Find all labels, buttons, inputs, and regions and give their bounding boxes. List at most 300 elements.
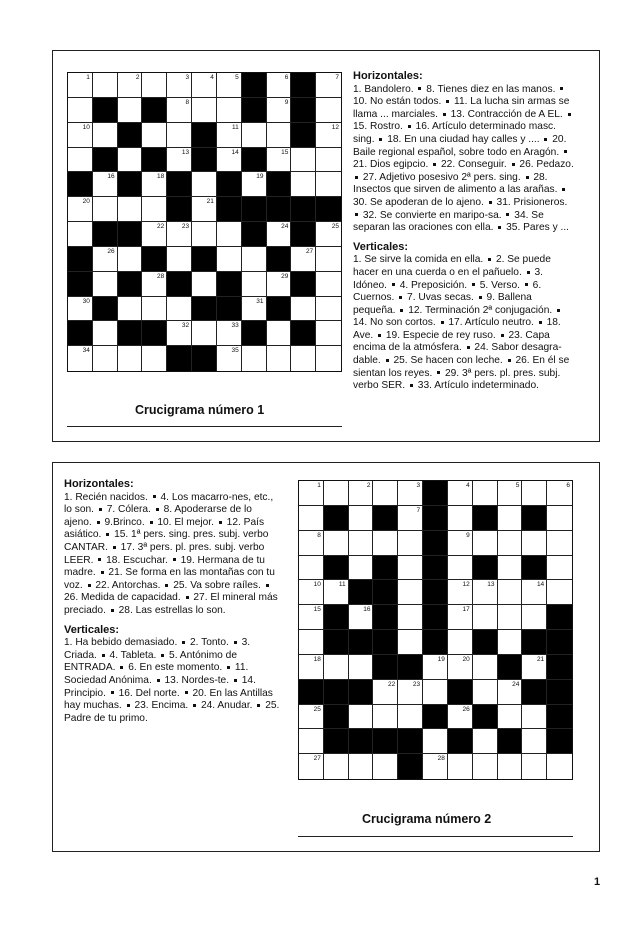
- grid-cell[interactable]: [324, 481, 349, 506]
- vertical-clue: 2. Tonto.: [189, 637, 229, 649]
- grid-cell[interactable]: [267, 98, 292, 123]
- grid-cell[interactable]: [547, 754, 572, 779]
- grid-cell[interactable]: [498, 680, 523, 705]
- black-square: [547, 705, 572, 730]
- grid-cell[interactable]: [522, 655, 547, 680]
- grid-cell[interactable]: [68, 123, 93, 148]
- black-square: [349, 580, 374, 605]
- clue-number: 22: [157, 223, 165, 230]
- grid-cell[interactable]: [473, 580, 498, 605]
- horizontal-clue: 16. Artículo determinado masc. sing.: [353, 121, 556, 145]
- clue-number: 31: [256, 297, 264, 305]
- clue-number: 10: [313, 581, 321, 589]
- grid-cell[interactable]: [93, 247, 118, 272]
- horizontal-clue: 18. Escuchar.: [106, 554, 168, 566]
- grid-cell[interactable]: [398, 680, 423, 705]
- grid-cell[interactable]: [316, 247, 341, 272]
- grid-cell[interactable]: [192, 172, 217, 197]
- clue-number: 1: [86, 74, 90, 81]
- black-square: [93, 98, 118, 123]
- grid-cell[interactable]: [217, 148, 242, 173]
- grid-cell[interactable]: [423, 729, 448, 754]
- grid-cell[interactable]: [93, 346, 118, 371]
- grid-cell[interactable]: [299, 605, 324, 630]
- grid-cell[interactable]: [324, 655, 349, 680]
- clue-separator: [472, 283, 475, 286]
- grid-cell[interactable]: [118, 73, 143, 98]
- grid-cell[interactable]: [373, 531, 398, 556]
- black-square: [324, 729, 349, 754]
- grid-cell[interactable]: [316, 222, 341, 247]
- grid-cell[interactable]: [217, 73, 242, 98]
- grid-cell[interactable]: [93, 172, 118, 197]
- grid-cell[interactable]: [448, 531, 473, 556]
- grid-cell[interactable]: [291, 172, 316, 197]
- grid-cell[interactable]: [498, 705, 523, 730]
- grid-cell[interactable]: [68, 148, 93, 173]
- vertical-clue: 1. Ha bebido demasiado.: [64, 637, 178, 649]
- clue-number: 6: [566, 482, 570, 489]
- clue-separator: [99, 508, 102, 511]
- black-square: [68, 172, 93, 197]
- vertical-clue: 17. Artículo neutro.: [448, 317, 534, 329]
- black-square: [349, 630, 374, 655]
- horizontal-clue: 17. 3ª pers. pl. pres. subj. verbo LEER.: [64, 541, 265, 566]
- clue-separator: [153, 495, 156, 498]
- grid-cell[interactable]: [498, 481, 523, 506]
- grid-cell[interactable]: [324, 531, 349, 556]
- grid-cell[interactable]: [68, 346, 93, 371]
- horizontal-clue: 20. Baile regional español, sobre todo en Aragón.: [353, 133, 567, 158]
- grid-cell[interactable]: [142, 346, 167, 371]
- clue-number: 3: [416, 482, 421, 489]
- clue-separator: [539, 321, 542, 324]
- horizontal-clue: 12. País asiático.: [64, 516, 265, 541]
- vertical-heading-2: Verticales:: [64, 623, 120, 636]
- grid-cell[interactable]: [349, 556, 374, 581]
- grid-cell[interactable]: [167, 123, 192, 148]
- black-square: [522, 630, 547, 655]
- grid-cell[interactable]: [167, 321, 192, 346]
- black-square: [93, 297, 118, 322]
- grid-cell[interactable]: [192, 222, 217, 247]
- clue-number: 14: [536, 581, 545, 589]
- grid-cell[interactable]: [448, 605, 473, 630]
- black-square: [473, 506, 498, 531]
- black-square: [373, 580, 398, 605]
- grid-cell[interactable]: [423, 655, 448, 680]
- crossword-grid-2: [298, 480, 573, 780]
- grid-cell[interactable]: [192, 98, 217, 123]
- grid-cell[interactable]: [316, 98, 341, 123]
- grid-cell[interactable]: [448, 705, 473, 730]
- grid-cell[interactable]: [242, 297, 267, 322]
- horizontal-clue: 26. Medida de capacidad.: [64, 592, 181, 604]
- grid-cell[interactable]: [547, 506, 572, 531]
- grid-cell[interactable]: [522, 754, 547, 779]
- grid-cell[interactable]: [324, 580, 349, 605]
- grid-cell[interactable]: [118, 197, 143, 222]
- horizontal-clue: 32. Se convierte en maripo-sa.: [362, 209, 502, 221]
- vertical-clue: 11. Sociedad Anónima.: [64, 662, 249, 686]
- grid-cell[interactable]: [267, 272, 292, 297]
- vertical-clues-2: [64, 637, 282, 725]
- grid-cell[interactable]: [68, 222, 93, 247]
- grid-cell[interactable]: [373, 705, 398, 730]
- grid-cell[interactable]: [522, 729, 547, 754]
- grid-cell[interactable]: [448, 580, 473, 605]
- grid-cell[interactable]: [93, 272, 118, 297]
- vertical-clue: 3. Criada.: [64, 637, 251, 661]
- clue-number: 22: [388, 680, 396, 688]
- black-square: [316, 197, 341, 222]
- grid-cell[interactable]: [522, 580, 547, 605]
- grid-cell[interactable]: [316, 297, 341, 322]
- horizontal-heading-1: Horizontales:: [353, 70, 423, 82]
- grid-cell[interactable]: [473, 481, 498, 506]
- black-square: [448, 680, 473, 705]
- black-square: [547, 655, 572, 680]
- grid-cell[interactable]: [448, 655, 473, 680]
- grid-cell[interactable]: [142, 222, 167, 247]
- grid-cell[interactable]: [448, 481, 473, 506]
- grid-cell[interactable]: [522, 705, 547, 730]
- vertical-clue: 29. 3ª pers. pl. pres. subj. verbo SER.: [353, 367, 561, 392]
- black-square: [299, 680, 324, 705]
- grid-cell[interactable]: [373, 680, 398, 705]
- grid-cell[interactable]: [118, 98, 143, 123]
- grid-cell[interactable]: [299, 630, 324, 655]
- grid-cell[interactable]: [547, 531, 572, 556]
- clue-separator: [120, 666, 123, 669]
- grid-cell[interactable]: [316, 272, 341, 297]
- clue-separator: [193, 704, 196, 707]
- grid-cell[interactable]: [93, 73, 118, 98]
- clue-separator: [227, 666, 230, 669]
- grid-cell[interactable]: [373, 754, 398, 779]
- horizontal-clue: 15. Rostro.: [353, 121, 403, 133]
- grid-cell[interactable]: [299, 481, 324, 506]
- grid-cell[interactable]: [498, 605, 523, 630]
- clue-separator: [161, 654, 164, 657]
- grid-cell[interactable]: [267, 123, 292, 148]
- grid-cell[interactable]: [448, 506, 473, 531]
- horizontal-clue: 25. Va sobre raíles.: [173, 579, 261, 591]
- clue-separator: [88, 584, 91, 587]
- grid-cell[interactable]: [291, 297, 316, 322]
- clue-number: 12: [331, 123, 339, 131]
- clue-separator: [186, 596, 189, 599]
- grid-cell[interactable]: [242, 272, 267, 297]
- grid-cell[interactable]: [118, 247, 143, 272]
- grid-cell[interactable]: [242, 346, 267, 371]
- black-square: [423, 556, 448, 581]
- grid-cell[interactable]: [349, 481, 374, 506]
- clue-number: 10: [82, 123, 90, 131]
- black-square: [324, 556, 349, 581]
- grid-cell[interactable]: [167, 98, 192, 123]
- grid-cell[interactable]: [142, 272, 167, 297]
- horizontal-heading-2: Horizontales:: [64, 478, 134, 490]
- grid-cell[interactable]: [142, 172, 167, 197]
- grid-cell[interactable]: [316, 73, 341, 98]
- clue-number: 25: [331, 223, 339, 230]
- grid-cell[interactable]: [68, 98, 93, 123]
- clue-separator: [526, 176, 529, 179]
- grid-cell[interactable]: [167, 222, 192, 247]
- grid-cell[interactable]: [398, 506, 423, 531]
- grid-cell[interactable]: [192, 272, 217, 297]
- clue-number: 19: [437, 655, 445, 663]
- grid-cell[interactable]: [118, 148, 143, 173]
- grid-cell[interactable]: [398, 580, 423, 605]
- clue-separator: [568, 113, 571, 116]
- black-square: [423, 705, 448, 730]
- horizontal-clue: 7. Cólera.: [106, 504, 151, 516]
- grid-cell[interactable]: [448, 556, 473, 581]
- grid-cell[interactable]: [547, 481, 572, 506]
- grid-cell[interactable]: [398, 630, 423, 655]
- grid-cell[interactable]: [398, 556, 423, 581]
- grid-cell[interactable]: [217, 98, 242, 123]
- grid-cell[interactable]: [547, 580, 572, 605]
- grid-cell[interactable]: [242, 123, 267, 148]
- clue-separator: [185, 691, 188, 694]
- grid-cell[interactable]: [316, 346, 341, 371]
- grid-cell[interactable]: [498, 556, 523, 581]
- clue-separator: [557, 309, 560, 312]
- grid-cell[interactable]: [522, 605, 547, 630]
- page-number: 1: [594, 876, 601, 888]
- grid-cell[interactable]: [242, 172, 267, 197]
- clue-separator: [257, 704, 260, 707]
- horizontal-clue: 1. Bandolero.: [353, 83, 414, 95]
- vertical-clue: 19. Especie de rey ruso.: [385, 329, 496, 341]
- grid-cell[interactable]: [267, 73, 292, 98]
- horizontal-clue: 27. El mineral más preciado.: [64, 592, 278, 616]
- horizontal-clue: 27. Adjetivo posesivo 2ª pers. sing.: [362, 171, 521, 183]
- grid-cell[interactable]: [473, 729, 498, 754]
- crossword-caption-1: Crucigrama número 1: [135, 403, 265, 417]
- grid-cell[interactable]: [242, 247, 267, 272]
- grid-cell[interactable]: [192, 197, 217, 222]
- horizontal-clue: 30. Se apoderan de lo ajeno.: [353, 196, 484, 208]
- grid-cell[interactable]: [398, 605, 423, 630]
- clue-separator: [560, 87, 563, 90]
- vertical-clues-1: [353, 254, 577, 393]
- grid-cell[interactable]: [167, 247, 192, 272]
- horizontal-clue: 22. Conseguir.: [441, 159, 507, 171]
- clue-number: 2: [366, 482, 371, 489]
- caption-rule-2: [298, 836, 573, 837]
- clue-number: 24: [512, 680, 520, 688]
- grid-cell[interactable]: [299, 655, 324, 680]
- grid-cell[interactable]: [192, 321, 217, 346]
- clues-panel-1: [353, 70, 577, 399]
- grid-cell[interactable]: [398, 705, 423, 730]
- black-square: [142, 247, 167, 272]
- grid-cell[interactable]: [167, 297, 192, 322]
- black-square: [349, 680, 374, 705]
- black-square: [423, 506, 448, 531]
- grid-cell[interactable]: [217, 123, 242, 148]
- grid-cell[interactable]: [522, 481, 547, 506]
- grid-cell[interactable]: [398, 481, 423, 506]
- grid-cell[interactable]: [93, 197, 118, 222]
- grid-cell[interactable]: [448, 630, 473, 655]
- grid-cell[interactable]: [142, 123, 167, 148]
- grid-cell[interactable]: [473, 531, 498, 556]
- vertical-clue: 6. Cuernos.: [353, 279, 542, 304]
- horizontal-clue: 13. Contracción de A EL.: [450, 108, 563, 120]
- grid-cell[interactable]: [68, 297, 93, 322]
- grid-cell[interactable]: [267, 321, 292, 346]
- grid-cell[interactable]: [267, 148, 292, 173]
- black-square: [192, 148, 217, 173]
- grid-cell[interactable]: [118, 297, 143, 322]
- grid-cell[interactable]: [299, 705, 324, 730]
- grid-cell[interactable]: [522, 531, 547, 556]
- grid-cell[interactable]: [192, 73, 217, 98]
- clue-separator: [512, 163, 515, 166]
- grid-cell[interactable]: [349, 705, 374, 730]
- grid-cell[interactable]: [316, 172, 341, 197]
- clue-number: 28: [157, 272, 165, 280]
- grid-cell[interactable]: [167, 73, 192, 98]
- clue-number: 2: [135, 74, 140, 81]
- clue-separator: [157, 679, 160, 682]
- grid-cell[interactable]: [316, 123, 341, 148]
- grid-cell[interactable]: [498, 506, 523, 531]
- grid-cell[interactable]: [349, 506, 374, 531]
- grid-cell[interactable]: [142, 297, 167, 322]
- black-square: [267, 297, 292, 322]
- clue-number: 8: [317, 531, 321, 539]
- black-square: [118, 172, 143, 197]
- grid-cell[interactable]: [547, 556, 572, 581]
- black-square: [291, 123, 316, 148]
- clue-number: 18: [157, 173, 165, 181]
- black-square: [373, 506, 398, 531]
- vertical-clue: 12. Terminación 2ª conjugación.: [408, 304, 553, 316]
- grid-cell[interactable]: [398, 531, 423, 556]
- black-square: [423, 605, 448, 630]
- black-square: [547, 729, 572, 754]
- grid-cell[interactable]: [217, 346, 242, 371]
- grid-cell[interactable]: [498, 580, 523, 605]
- clue-separator: [527, 271, 530, 274]
- black-square: [142, 321, 167, 346]
- grid-cell[interactable]: [324, 754, 349, 779]
- grid-cell[interactable]: [299, 729, 324, 754]
- clue-number: 14: [231, 148, 239, 156]
- clue-separator: [378, 334, 381, 337]
- grid-cell[interactable]: [142, 197, 167, 222]
- clue-number: 5: [515, 482, 520, 489]
- grid-cell[interactable]: [291, 346, 316, 371]
- clue-number: 26: [107, 247, 115, 255]
- grid-cell[interactable]: [299, 754, 324, 779]
- grid-cell[interactable]: [217, 222, 242, 247]
- grid-cell[interactable]: [349, 655, 374, 680]
- grid-cell[interactable]: [217, 247, 242, 272]
- vertical-clue: 2. Se puede hacer en una cuerda o en el pañuelo.: [353, 254, 551, 278]
- vertical-clue: 25. Se hacen con leche.: [393, 355, 503, 367]
- black-square: [167, 272, 192, 297]
- clue-number: 27: [305, 247, 314, 255]
- grid-cell[interactable]: [68, 197, 93, 222]
- black-square: [118, 123, 143, 148]
- grid-cell[interactable]: [299, 506, 324, 531]
- vertical-clue: 26. En él se sientan los reyes.: [353, 355, 570, 379]
- grid-cell[interactable]: [448, 754, 473, 779]
- vertical-clue: 16. Del norte.: [118, 687, 180, 699]
- grid-cell[interactable]: [473, 754, 498, 779]
- grid-cell[interactable]: [93, 321, 118, 346]
- clue-number: 28: [437, 755, 445, 763]
- grid-cell[interactable]: [217, 321, 242, 346]
- grid-cell[interactable]: [498, 531, 523, 556]
- black-square: [324, 705, 349, 730]
- grid-cell[interactable]: [291, 148, 316, 173]
- grid-cell[interactable]: [473, 605, 498, 630]
- grid-cell[interactable]: [118, 346, 143, 371]
- grid-cell[interactable]: [291, 247, 316, 272]
- black-square: [473, 705, 498, 730]
- clue-separator: [111, 691, 114, 694]
- horizontal-clue: 4. Los macarro-nes, etc., lo son.: [64, 491, 274, 516]
- grid-cell[interactable]: [316, 148, 341, 173]
- black-square: [93, 222, 118, 247]
- grid-cell[interactable]: [267, 346, 292, 371]
- black-square: [167, 346, 192, 371]
- black-square: [167, 197, 192, 222]
- grid-cell[interactable]: [498, 630, 523, 655]
- clue-number: 18: [313, 655, 321, 663]
- grid-cell[interactable]: [349, 754, 374, 779]
- grid-cell[interactable]: [316, 321, 341, 346]
- clue-separator: [408, 125, 411, 128]
- grid-cell[interactable]: [68, 73, 93, 98]
- grid-cell[interactable]: [142, 73, 167, 98]
- grid-cell[interactable]: [473, 680, 498, 705]
- grid-cell[interactable]: [423, 754, 448, 779]
- grid-cell[interactable]: [93, 123, 118, 148]
- grid-cell[interactable]: [267, 222, 292, 247]
- grid-cell[interactable]: [349, 605, 374, 630]
- grid-cell[interactable]: [299, 580, 324, 605]
- grid-cell[interactable]: [349, 531, 374, 556]
- grid-cell[interactable]: [473, 655, 498, 680]
- grid-cell[interactable]: [299, 556, 324, 581]
- grid-cell[interactable]: [299, 531, 324, 556]
- black-square: [423, 580, 448, 605]
- clue-number: 21: [206, 198, 214, 206]
- vertical-clue: 7. Uvas secas.: [407, 292, 474, 304]
- grid-cell[interactable]: [423, 680, 448, 705]
- black-square: [373, 630, 398, 655]
- horizontal-clues-1: [353, 84, 577, 235]
- black-square: [167, 172, 192, 197]
- black-square: [373, 729, 398, 754]
- black-square: [398, 655, 423, 680]
- grid-cell[interactable]: [167, 148, 192, 173]
- clue-separator: [399, 296, 402, 299]
- grid-cell[interactable]: [498, 754, 523, 779]
- clue-number: 4: [210, 74, 214, 81]
- grid-cell[interactable]: [373, 481, 398, 506]
- black-square: [547, 680, 572, 705]
